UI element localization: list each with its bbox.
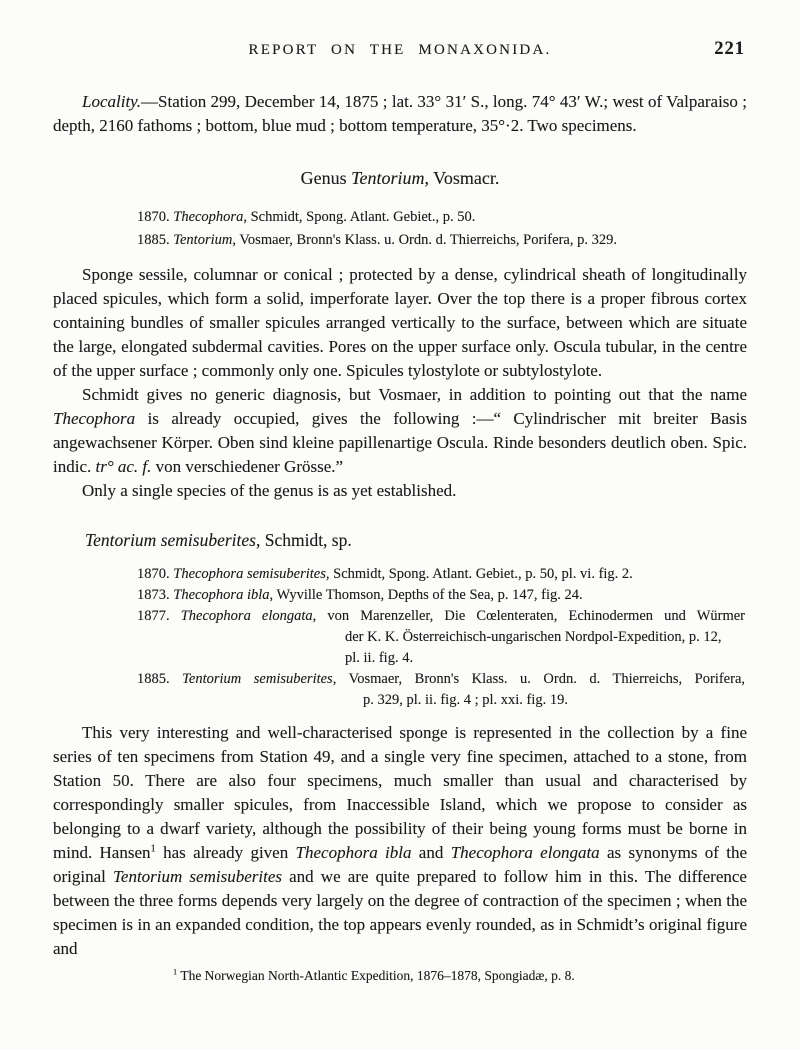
genus-reference-list	[137, 206, 747, 252]
species-description-paragraph: This very interesting and well-characterised sponge is represented in the collection by a fine series of ten specimens from Station 49, and a single very fine specimen, attached to a stone, from Station 50. There are also four specimens, much smaller than usual and characterised by correspondingly smaller spicules, from Inaccessible Island, which we propose to consider as belonging to a dwarf variety, although the possibility of their being young forms must be borne in mind. Hansen$^1$ has already given Thecophora ibla and Thecophora elongata as synonyms of the original Tentorium semisuberites and we are quite prepared to follow him in this. The difference between the three forms depends very largely on the degree of contraction of the specimen ; when the specimen is in an expanded condition, the top appears evenly rounded, as in Schmidt’s original figure and	[53, 723, 748, 958]
locality-paragraph: Locality.—Station 299, December 14, 1875 ; lat. 33° 31′ S., long. 74° 43′ W.; west of Valparaiso ; depth, 2160 fathoms ; bottom, blue mud ; bottom temperature, 35°·2. Two specimens.	[53, 92, 747, 135]
genus-heading: Genus Tentorium, Vosmacr.	[300, 168, 500, 188]
species-synonymy-list	[137, 564, 745, 711]
footnote: $^1$ The Norwegian North-Atlantic Expedition, 1876–1878, Spongiadæ, p. 8.	[173, 967, 575, 983]
synonymy-line: 1885. Tentorium semisuberites, Vosmaer, Bronn's Klass. u. Ordn. d. Thierreichs, Porifera,	[137, 671, 746, 687]
synonymy-continuation-line: der K. K. Österreichisch-ungarischen Nordpol-Expedition, p. 12,	[345, 629, 722, 645]
synonymy-line: 1873. Thecophora ibla, Wyville Thomson, Depths of the Sea, p. 147, fig. 24.	[137, 587, 583, 603]
synonymy-continuation-line: p. 329, pl. ii. fig. 4 ; pl. xxi. fig. 19.	[363, 692, 569, 708]
genus-reference-line: 1885. Tentorium, Vosmaer, Bronn's Klass. u. Ordn. d. Thierreichs, Porifera, p. 329.	[137, 232, 617, 248]
running-head	[53, 39, 747, 64]
page-number: 221	[714, 39, 745, 59]
single-species-note: Only a single species of the genus is as yet established.	[82, 481, 457, 500]
genus-diagnosis-paragraph: Schmidt gives no generic diagnosis, but Vosmaer, in addition to pointing out that the name Thecophora is already occupied, gives the following :—“ Cylindrischer mit breiter Basis angewachsener Körper. Oben sind kleine papillenartige Oscula. Rinde besonders deutlich oben. Spic. indic. tr° ac. f. von verschiedener Grösse.”	[53, 385, 747, 476]
page-header-title: REPORT ON THE MONAXONIDA.	[248, 42, 552, 58]
genus-description-paragraph: Sponge sessile, columnar or conical ; protected by a dense, cylindrical sheath of longitudinally placed spicules, which form a solid, imperforate layer. Over the top there is a proper fibrous cortex containing bundles of smaller spicules arranged vertically to the surface, between which are situate the large, elongated subdermal cavities. Pores on the upper surface only. Oscula tubular, in the centre of the upper surface ; commonly only one. Spicules tylostylote or subtylostylote.	[53, 265, 747, 380]
genus-reference-line: 1870. Thecophora, Schmidt, Spong. Atlant. Gebiet., p. 50.	[137, 209, 476, 225]
species-heading: Tentorium semisuberites, Schmidt, sp.	[85, 530, 352, 550]
synonymy-line: 1877. Thecophora elongata, von Marenzeller, Die Cœlenteraten, Echinodermen und Würmer	[137, 608, 745, 624]
synonymy-continuation-line: pl. ii. fig. 4.	[345, 650, 414, 666]
synonymy-line: 1870. Thecophora semisuberites, Schmidt, Spong. Atlant. Gebiet., p. 50, pl. vi. fig. 2.	[137, 566, 633, 582]
